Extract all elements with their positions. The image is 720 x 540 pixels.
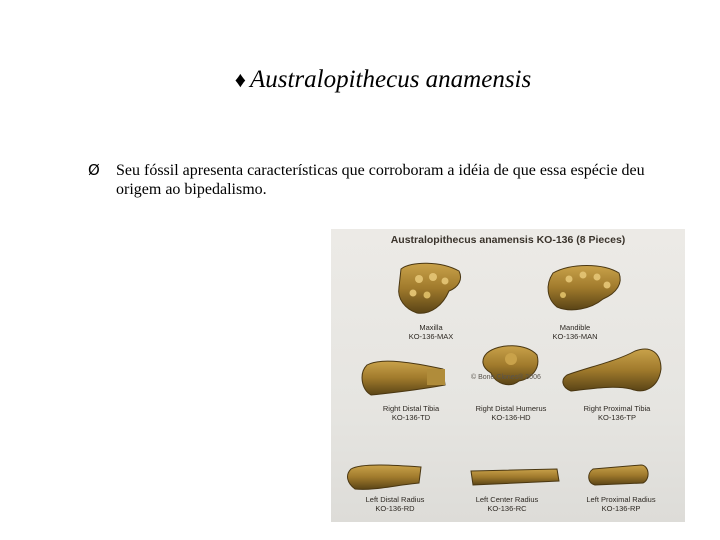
arrow-bullet-icon: Ø	[88, 161, 100, 179]
photo-copyright: © Bone Clones® 2006	[471, 374, 541, 381]
label-left-center-radius: Left Center Radius KO-136-RC	[475, 495, 539, 513]
bullet-point	[88, 161, 648, 199]
label-right-distal-humerus: Right Distal Humerus KO-136-HD	[475, 404, 547, 422]
left-center-radius-bone	[471, 469, 559, 485]
diamond-bullet-icon: ♦	[234, 67, 246, 92]
right-distal-tibia-bone	[362, 361, 445, 395]
slide-title	[0, 66, 720, 94]
label-mandible: Mandible KO-136-MAN	[552, 323, 598, 341]
right-proximal-tibia-bone	[563, 349, 661, 391]
mandible-bone	[548, 266, 620, 310]
left-proximal-radius-bone	[589, 465, 648, 485]
slide-title-text: Australopithecus anamensis	[249, 66, 532, 93]
fossil-photo	[331, 229, 685, 522]
label-left-distal-radius: Left Distal Radius KO-136-RD	[365, 495, 425, 513]
photo-caption: Australopithecus anamensis KO-136 (8 Pieces)	[390, 234, 626, 246]
label-right-distal-tibia: Right Distal Tibia KO-136-TD	[382, 404, 440, 422]
left-distal-radius-bone	[348, 465, 421, 489]
label-left-proximal-radius: Left Proximal Radius KO-136-RP	[586, 495, 656, 513]
label-right-proximal-tibia: Right Proximal Tibia KO-136-TP	[583, 404, 651, 422]
bullet-text: Seu fóssil apresenta características que corroboram a idéia de que essa espécie deu origem ao bipedalismo.	[116, 162, 645, 198]
maxilla-bone	[399, 263, 461, 313]
label-maxilla: Maxilla KO-136-MAX	[408, 323, 454, 341]
